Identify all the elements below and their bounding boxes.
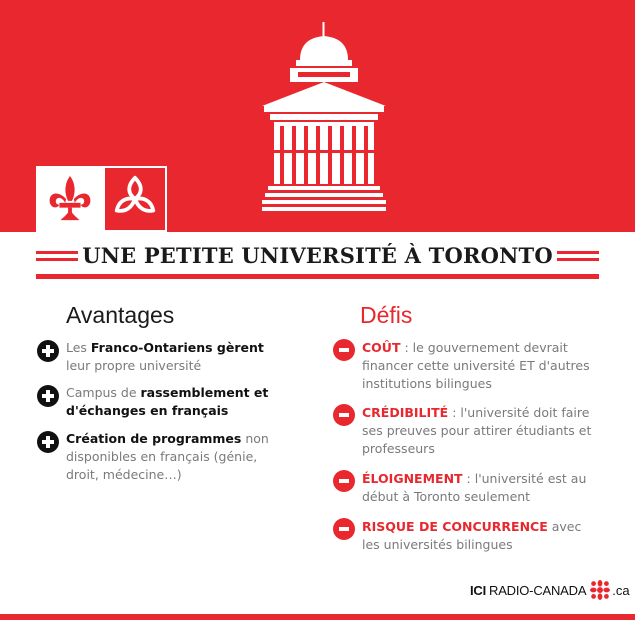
- defi-4-text: avec les universités bilingues: [362, 519, 582, 552]
- defi-2-keyword: CRÉDIBILITÉ: [362, 405, 449, 420]
- fleur-de-lis-icon: [46, 174, 94, 224]
- defi-item-4: [362, 518, 592, 554]
- defi-3-text: : l'université est au début à Toronto seulement: [362, 471, 587, 504]
- flag-right-panel: [103, 168, 165, 230]
- defi-2-text: : l'université doit faire ses preuves pour attirer étudiants et professeurs: [362, 405, 592, 456]
- minus-icon: [333, 339, 355, 361]
- defi-item-3: [362, 470, 587, 506]
- logo-name: RADIO-CANADA: [489, 582, 587, 598]
- radio-canada-logo: [470, 578, 630, 602]
- flag-left-panel: [38, 168, 103, 230]
- defi-1-keyword: COÛT: [362, 340, 401, 355]
- footer-band: [0, 614, 635, 620]
- defi-3-keyword: ÉLOIGNEMENT: [362, 471, 463, 486]
- plus-icon: [37, 385, 59, 407]
- minus-icon: [333, 470, 355, 492]
- avantage-item-1: [66, 339, 281, 375]
- defi-1-text: : le gouvernement devrait financer cette université ET d'autres institutions bilingues: [362, 340, 590, 391]
- title-band: [36, 238, 599, 280]
- avantage-2-bold: rassemblement et d'échanges en français: [66, 385, 269, 418]
- franco-ontarian-flag: [36, 166, 167, 232]
- avantage-1-pre: Les: [66, 340, 91, 355]
- page-title: UNE PETITE UNIVERSITÉ À TORONTO: [82, 243, 553, 268]
- plus-icon: [37, 431, 59, 453]
- trillium-icon: [111, 174, 159, 222]
- defi-item-1: [362, 339, 592, 393]
- avantage-item-2: [66, 384, 278, 420]
- avantages-heading: Avantages: [66, 302, 175, 328]
- plus-icon: [37, 340, 59, 362]
- avantage-item-3: [66, 430, 281, 484]
- defis-heading: Défis: [360, 302, 413, 328]
- avantage-1-bold: Franco-Ontariens gèrent: [90, 340, 264, 355]
- defi-4-keyword: RISQUE DE CONCURRENCE: [362, 519, 548, 534]
- hero-banner: [0, 0, 635, 232]
- logo-ici: ICI: [470, 582, 487, 598]
- avantage-1-post: leur propre université: [66, 358, 202, 373]
- defi-item-2: [362, 404, 602, 458]
- avantage-3-post: non disponibles en français (génie, droit, médecine…): [66, 431, 269, 482]
- minus-icon: [333, 404, 355, 426]
- avantage-2-pre: Campus de: [66, 385, 141, 400]
- avantage-3-bold: Création de programmes: [66, 431, 242, 446]
- radio-canada-gem-icon: [589, 579, 611, 601]
- minus-icon: [333, 518, 355, 540]
- building-icon: [262, 22, 386, 217]
- title-underline: [36, 274, 599, 279]
- logo-suffix: .ca: [612, 582, 630, 598]
